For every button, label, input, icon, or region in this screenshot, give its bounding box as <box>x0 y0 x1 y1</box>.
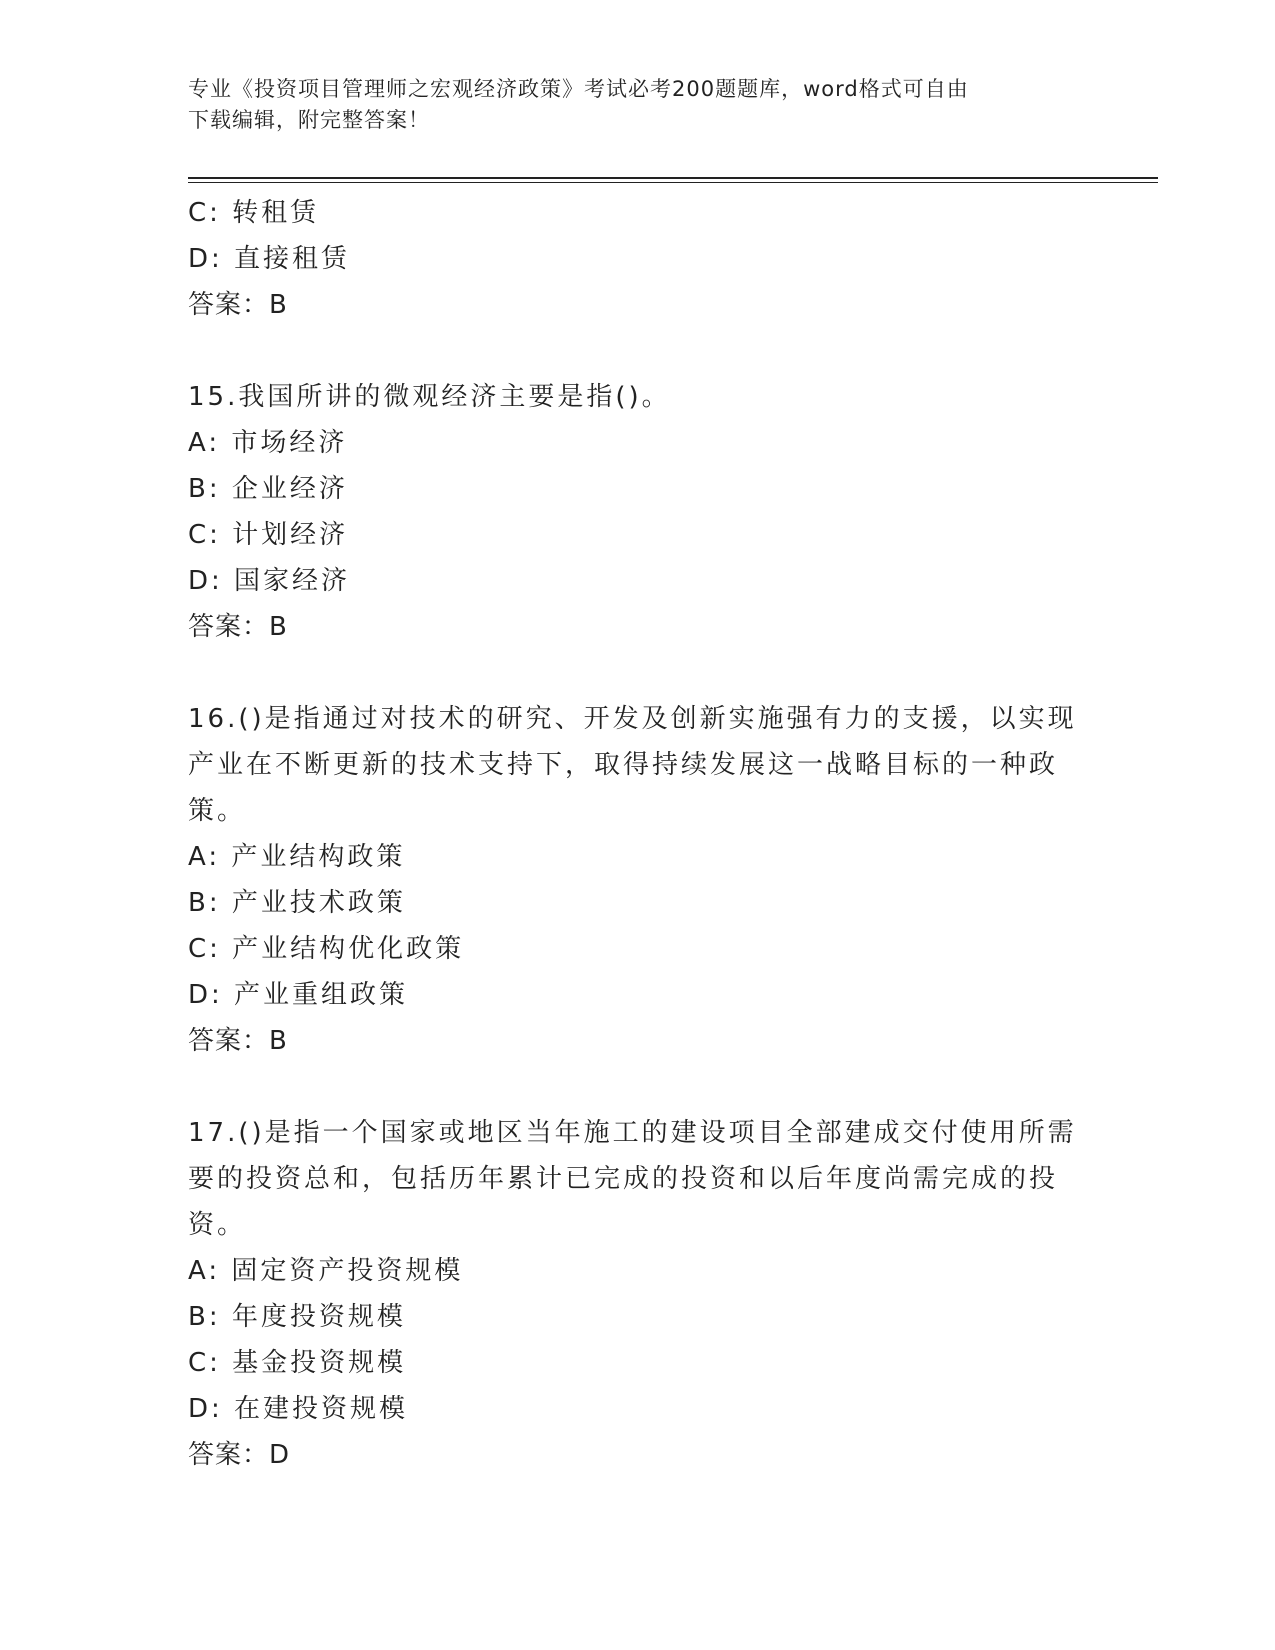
option-b: B: 年度投资规模 <box>188 1302 406 1332</box>
question-15 <box>188 374 1088 650</box>
option-a: A: 产业结构政策 <box>188 842 406 872</box>
header-line-1: 专业《投资项目管理师之宏观经济政策》考试必考200题题库，word格式可自由 <box>188 77 969 101</box>
option-d: D: 产业重组政策 <box>188 980 409 1010</box>
question-stem-line-1: 17.()是指一个国家或地区当年施工的建设项目全部建成交付使用所需 <box>188 1118 1077 1148</box>
answer: 答案：D <box>188 1440 291 1470</box>
header-rule-thick <box>188 177 1158 179</box>
option-a: A: 市场经济 <box>188 428 348 458</box>
answer: 答案：B <box>188 1026 288 1056</box>
header-line-2: 下载编辑，附完整答案！ <box>188 108 430 132</box>
answer: 答案：B <box>188 612 288 642</box>
option-d: D: 在建投资规模 <box>188 1394 409 1424</box>
question-stem-line-2: 要的投资总和，包括历年累计已完成的投资和以后年度尚需完成的投 <box>188 1164 1059 1194</box>
header-rule-thin <box>188 182 1158 183</box>
option-c: C: 计划经济 <box>188 520 349 550</box>
question-stem-line-1: 16.()是指通过对技术的研究、开发及创新实施强有力的支援，以实现 <box>188 704 1077 734</box>
option-c: C: 转租赁 <box>188 198 320 228</box>
question-16 <box>188 696 1088 1064</box>
question-stem: 15.我国所讲的微观经济主要是指()。 <box>188 382 671 412</box>
question-stem-line-3: 资。 <box>188 1210 247 1240</box>
option-d: D: 国家经济 <box>188 566 351 596</box>
question-stem-line-3: 策。 <box>188 796 247 826</box>
question-stem-line-2: 产业在不断更新的技术支持下，取得持续发展这一战略目标的一种政 <box>188 750 1059 780</box>
option-c: C: 产业结构优化政策 <box>188 934 465 964</box>
option-b: B: 企业经济 <box>188 474 348 504</box>
question-17 <box>188 1110 1088 1478</box>
option-c: C: 基金投资规模 <box>188 1348 407 1378</box>
question-14-tail <box>188 190 1088 328</box>
page-header <box>188 74 1068 136</box>
answer: 答案：B <box>188 290 288 320</box>
option-d: D: 直接租赁 <box>188 244 351 274</box>
option-b: B: 产业技术政策 <box>188 888 406 918</box>
option-a: A: 固定资产投资规模 <box>188 1256 464 1286</box>
question-content <box>188 190 1088 1478</box>
